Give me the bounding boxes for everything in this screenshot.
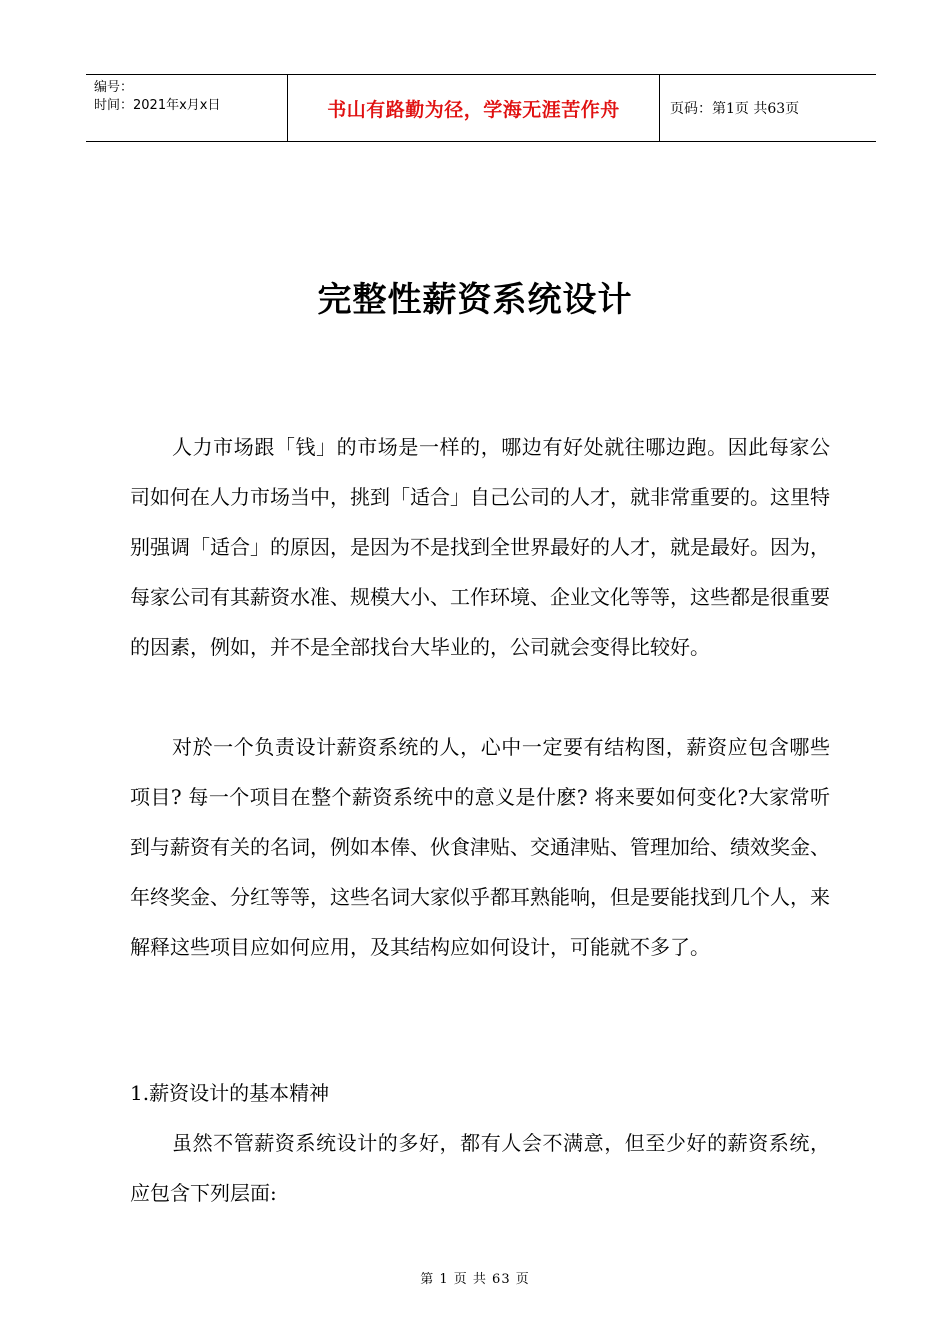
- page-footer: 第 1 页 共 63 页: [420, 1272, 530, 1287]
- section-heading-1: 1.薪资设计的基本精神: [130, 1081, 330, 1105]
- document-header: [86, 74, 876, 142]
- body-paragraph-2: 对於一个负责设计薪资系统的人，心中一定要有结构图，薪资应包含哪些项目? 每一个项目在整个薪资系统中的意义是什麽? 将来要如何变化?大家常听到与薪资有关的名词，例如本俸、伙食津贴、交通津贴、管理加给、绩效奖金、年终奖金、分红等等，这些名词大家似乎都耳熟能响，但是要能找到几个人，来解释这些项目应如何应用，及其结构应如何设计，可能就不多了。: [130, 735, 830, 959]
- header-motto-cell: [288, 75, 660, 141]
- body-paragraph-1: 人力市场跟「钱」的市场是一样的，哪边有好处就往哪边跑。因此每家公司如何在人力市场当中，挑到「适合」自己公司的人才，就非常重要的。这里特别强调「适合」的原因，是因为不是找到全世界最好的人才，就是最好。因为，每家公司有其薪资水准、规模大小、工作环境、企业文化等等，这些都是很重要的因素，例如，并不是全部找台大毕业的，公司就会变得比较好。: [130, 435, 830, 659]
- document-title: 完整性薪资系统设计: [317, 280, 633, 320]
- header-meta-cell: [86, 75, 288, 141]
- section-1-paragraph: 虽然不管薪资系统设计的多好，都有人会不满意，但至少好的薪资系统，应包含下列层面:: [130, 1131, 830, 1205]
- header-motto: 书山有路勤为径，学海无涯苦作舟: [327, 98, 620, 121]
- header-number-label: 编号：: [94, 80, 134, 95]
- header-time-label: 时间：2021年x月x日: [94, 98, 221, 113]
- header-page-label: 页码：第1页 共63页: [670, 101, 800, 117]
- header-page-cell: [660, 75, 876, 141]
